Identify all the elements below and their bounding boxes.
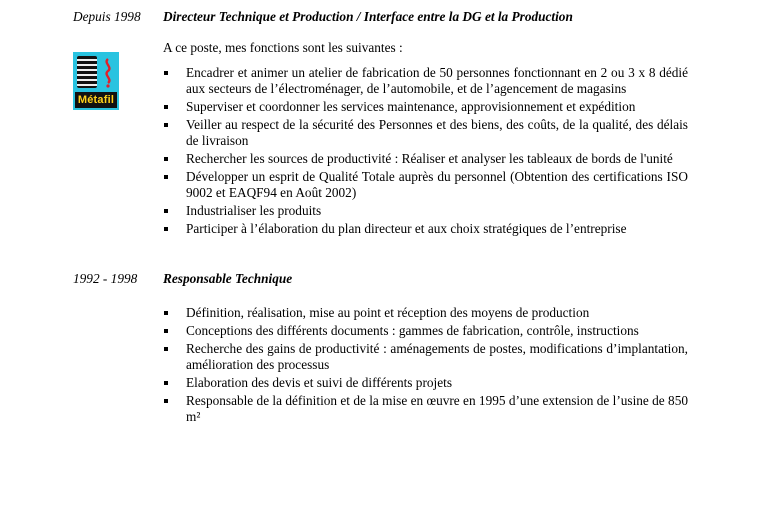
bullet-icon: [164, 71, 168, 75]
list-item: Elaboration des devis et suivi de différents projets: [163, 375, 688, 391]
logo-brand-text: Métafil: [75, 92, 117, 108]
bullet-icon: [164, 227, 168, 231]
bullet-icon: [164, 105, 168, 109]
period-date-1: Depuis 1998: [73, 9, 141, 24]
list-item: Rechercher les sources de productivité : Réaliser et analyser les tableaux de bords de l'unité: [163, 151, 688, 167]
list-item: Recherche des gains de productivité : aménagements de postes, modifications d’implantation, amélioration des processus: [163, 341, 688, 373]
bullet-icon: [164, 175, 168, 179]
company-logo: [73, 52, 119, 110]
list-item: Encadrer et animer un atelier de fabrication de 50 personnes fonctionnant en 2 ou 3 x 8 dédié aux secteurs de l’électroménager, de l’automobile, et de l’agencement de magasins: [163, 65, 688, 97]
logo-stripes-icon: [77, 56, 97, 88]
job-title-2: Responsable Technique: [163, 271, 293, 286]
bullet-icon: [164, 381, 168, 385]
list-item: Définition, réalisation, mise au point et réception des moyens de production: [163, 305, 688, 321]
bullet-icon: [164, 347, 168, 351]
list-item: Responsable de la définition et de la mise en œuvre en 1995 d’une extension de l’usine de 850 m²: [163, 393, 688, 425]
list-item: Superviser et coordonner les services maintenance, approvisionnement et expédition: [163, 99, 688, 115]
responsibilities-list-2: [163, 305, 688, 427]
bullet-icon: [164, 157, 168, 161]
intro-text: A ce poste, mes fonctions sont les suivantes :: [163, 40, 403, 55]
bullet-icon: [164, 311, 168, 315]
bullet-icon: [164, 209, 168, 213]
list-item: Conceptions des différents documents : gammes de fabrication, contrôle, instructions: [163, 323, 688, 339]
job-title-1: Directeur Technique et Production / Interface entre la DG et la Production: [163, 9, 573, 24]
bullet-icon: [164, 123, 168, 127]
list-item: Développer un esprit de Qualité Totale auprès du personnel (Obtention des certifications ISO 9002 et EAQF94 en Août 2002): [163, 169, 688, 201]
list-item: Participer à l’élaboration du plan directeur et aux choix stratégiques de l’entreprise: [163, 221, 688, 237]
period-date-2: 1992 - 1998: [73, 271, 138, 286]
responsibilities-list-1: [163, 65, 688, 239]
logo-squiggle-icon: [102, 58, 114, 88]
bullet-icon: [164, 399, 168, 403]
list-item: Industrialiser les produits: [163, 203, 688, 219]
bullet-icon: [164, 329, 168, 333]
list-item: Veiller au respect de la sécurité des Personnes et des biens, des coûts, de la qualité, des délais de livraison: [163, 117, 688, 149]
